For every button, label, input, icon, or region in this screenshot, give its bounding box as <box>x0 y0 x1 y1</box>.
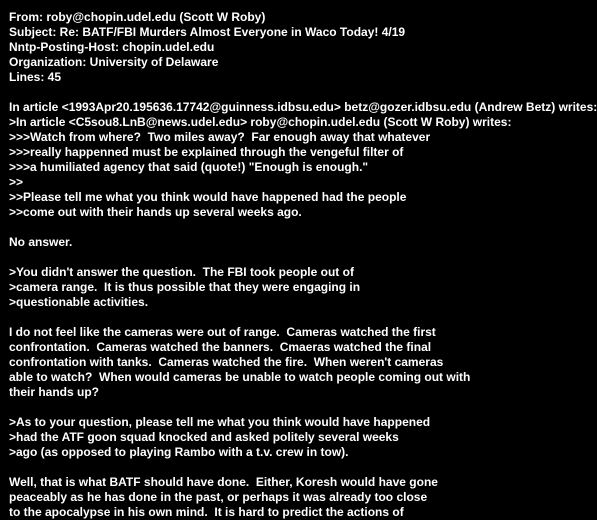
text-line: >>come out with their hands up several weeks ago. <box>9 205 302 219</box>
text-line: peaceably as he has done in the past, or perhaps it was already too close <box>9 490 428 504</box>
text-line: to the apocalypse in his own mind. It is hard to predict the actions of <box>9 505 404 519</box>
text-line: >questionable activities. <box>9 295 149 309</box>
text-line: >camera range. It is thus possible that they were engaging in <box>9 280 361 294</box>
text-line: I do not feel like the cameras were out of range. Cameras watched the first <box>9 325 436 339</box>
text-line: >> <box>9 175 24 189</box>
text-line: >>>Watch from where? Two miles away? Far enough away that whatever <box>9 130 431 144</box>
text-line: Lines: 45 <box>9 70 62 84</box>
text-line: >You didn't answer the question. The FBI took people out of <box>9 265 354 279</box>
text-line: their hands up? <box>9 385 99 399</box>
text-line: Organization: University of Delaware <box>9 55 219 69</box>
text-line: No answer. <box>9 235 73 249</box>
text-line: From: roby@chopin.udel.edu (Scott W Roby) <box>9 10 266 24</box>
text-line: >>Please tell me what you think would have happened had the people <box>9 190 407 204</box>
text-line: able to watch? When would cameras be unable to watch people coming out with <box>9 370 471 384</box>
text-line: >As to your question, please tell me what you think would have happened <box>9 415 431 429</box>
text-line: In article <1993Apr20.195636.17742@guinness.idbsu.edu> betz@gozer.idbsu.edu (Andrew Betz) writes: <box>9 100 597 114</box>
text-line: Well, that is what BATF should have done. Either, Koresh would have gone <box>9 475 438 489</box>
text-line: >>>really happenned must be explained through the vengeful filter of <box>9 145 404 159</box>
text-line: Subject: Re: BATF/FBI Murders Almost Everyone in Waco Today! 4/19 <box>9 25 406 39</box>
text-line: Nntp-Posting-Host: chopin.udel.edu <box>9 40 215 54</box>
text-line: confrontation with tanks. Cameras watched the fire. When weren't cameras <box>9 355 444 369</box>
text-line: >In article <C5sou8.LnB@news.udel.edu> roby@chopin.udel.edu (Scott W Roby) writes: <box>9 115 512 129</box>
text-line: >had the ATF goon squad knocked and asked politely several weeks <box>9 430 399 444</box>
text-line: >ago (as opposed to playing Rambo with a t.v. crew in tow). <box>9 445 349 459</box>
text-line: >>>a humiliated agency that said (quote!) "Enough is enough." <box>9 160 369 174</box>
text-line: confrontation. Cameras watched the banners. Cmaeras watched the final <box>9 340 432 354</box>
